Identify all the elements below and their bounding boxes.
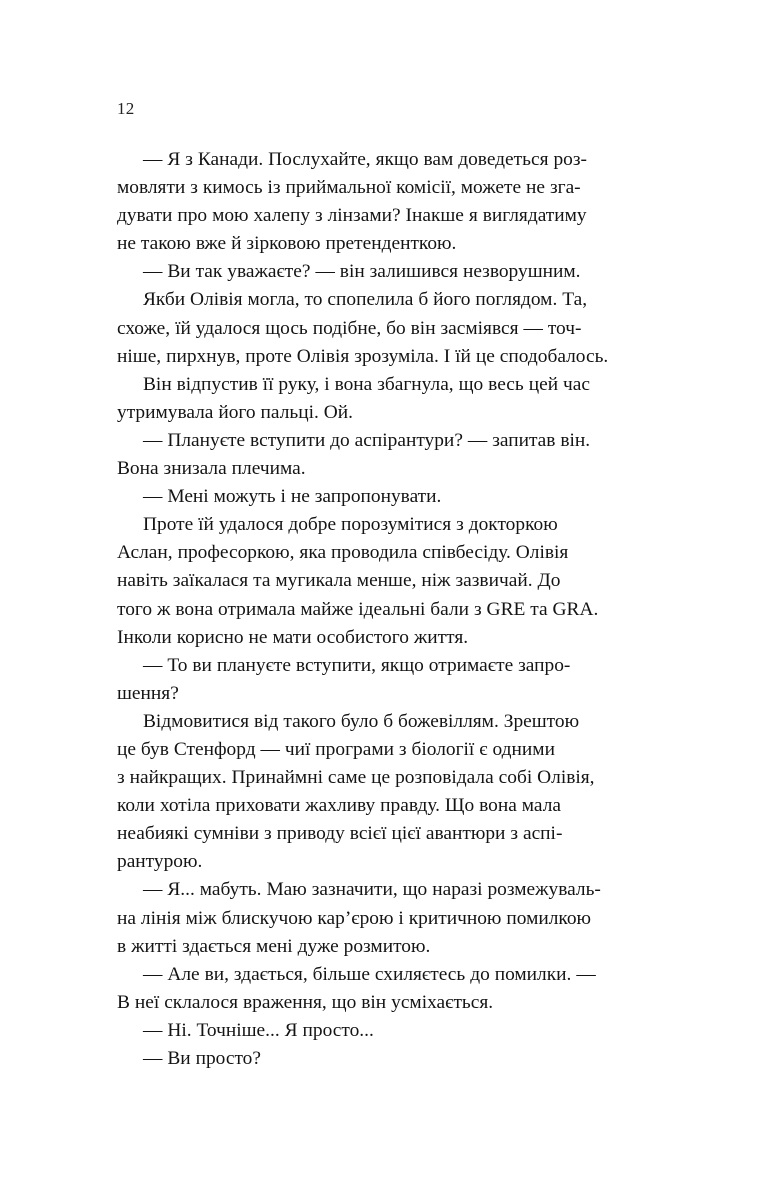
paragraph [117, 1017, 664, 1045]
text-line: Вона знизала плечима. [117, 458, 306, 480]
paragraph [117, 483, 664, 511]
text-line: — Ні. Точніше... Я просто... [143, 1019, 374, 1041]
text-line: В неї склалося враження, що він усміхається. [117, 991, 494, 1013]
paragraph [117, 146, 664, 258]
text-line: — Але ви, здається, більше схиляєтесь до помилки. — [143, 963, 596, 985]
text-line: з найкращих. Принаймні саме це розповідала собі Олівія, [117, 767, 595, 789]
text-line: неабиякі сумніви з приводу всієї цієї авантюри з аспі- [117, 823, 563, 845]
text-line: Він відпустив її руку, і вона збагнула, що весь цей час [143, 373, 590, 395]
text-line: — Я з Канади. Послухайте, якщо вам доведеться роз- [143, 149, 587, 170]
text-line: — То ви плануєте вступити, якщо отримаєте запро- [143, 654, 571, 676]
text-line: коли хотіла приховати жахливу правду. Що вона мала [117, 795, 561, 817]
text-line: рантурою. [117, 851, 203, 873]
text-line: ніше, пирхнув, проте Олівія зрозуміла. І їй це сподобалось. [117, 345, 609, 367]
paragraph [117, 652, 664, 708]
body-text-block [117, 146, 664, 1073]
text-line: — Плануєте вступити до аспірантури? — запитав він. [143, 429, 591, 451]
paragraph [117, 1045, 664, 1073]
paragraph [117, 876, 664, 960]
text-line: це був Стенфорд — чиї програми з біології є одними [117, 738, 555, 760]
paragraph [117, 511, 664, 651]
text-line: не такою вже й зірковою претенденткою. [117, 233, 457, 255]
paragraph [117, 258, 664, 286]
text-line: Відмовитися від такого було б божевіллям. Зрештою [143, 710, 580, 732]
text-line: утримувала його пальці. Ой. [117, 401, 353, 423]
text-line: Проте їй удалося добре порозумітися з докторкою [143, 514, 558, 536]
text-line: навіть заїкалася та мугикала менше, ніж зазвичай. До [117, 570, 561, 592]
text-line: шення? [117, 682, 179, 704]
text-line: Інколи корисно не мати особистого життя. [117, 626, 469, 648]
text-line: — Ви просто? [143, 1048, 261, 1069]
page-number: 12 [117, 99, 135, 118]
text-line: Якби Олівія могла, то спопелила б його поглядом. Та, [143, 289, 588, 311]
paragraph [117, 961, 664, 1017]
text-line: мовляти з кимось із приймальної комісії, можете не зга- [117, 177, 581, 199]
paragraph [117, 286, 664, 370]
text-line: Аслан, професоркою, яка проводила співбесіду. Олівія [117, 542, 569, 564]
text-line: схоже, їй удалося щось подібне, бо він засміявся — точ- [117, 317, 582, 339]
text-line: дувати про мою халепу з лінзами? Інакше я виглядатиму [117, 205, 587, 227]
text-line: — Ви так уважаєте? — він залишився незворушним. [143, 261, 581, 283]
text-line: на лінія між блискучою кар’єрою і критичною помилкою [117, 907, 592, 929]
text-line: того ж вона отримала майже ідеальні бали з GRE та GRA. [117, 598, 599, 620]
paragraph [117, 708, 664, 877]
text-line: — Мені можуть і не запропонувати. [143, 486, 442, 508]
text-line: — Я... мабуть. Маю зазначити, що наразі розмежуваль- [143, 879, 601, 901]
text-line: в житті здається мені дуже розмитою. [117, 935, 431, 957]
paragraph [117, 427, 664, 483]
paragraph [117, 371, 664, 427]
